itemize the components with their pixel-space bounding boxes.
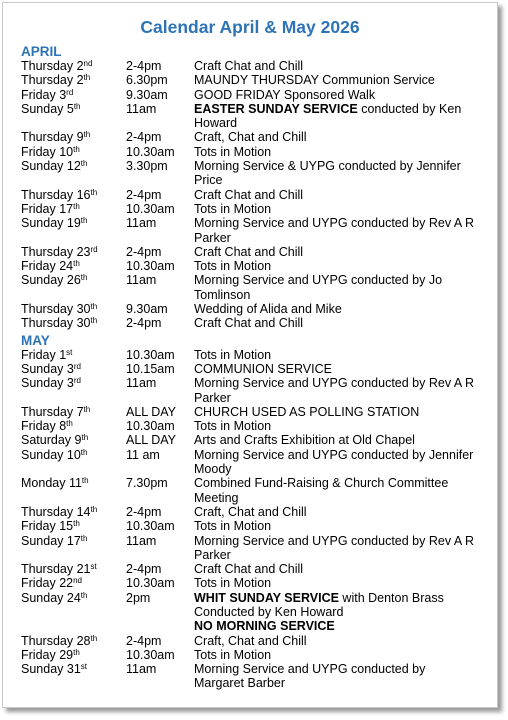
- event-time: 2-4pm: [126, 633, 162, 648]
- event-row: [21, 519, 497, 533]
- event-day-text: Sunday 10: [21, 447, 81, 462]
- event-text: Craft, Chat and Chill: [194, 504, 307, 519]
- event-description: [194, 405, 476, 419]
- event-highlight: EASTER SUNDAY SERVICE: [194, 101, 358, 116]
- event-day-text: Sunday 5: [21, 101, 74, 116]
- event-row: [21, 476, 497, 505]
- event-day: [21, 619, 126, 633]
- event-text: Morning Service and UYPG conducted by Rev A R Parker: [194, 216, 475, 245]
- event-day-text: Thursday 28: [21, 633, 91, 648]
- event-day-text: Sunday 3: [21, 361, 74, 376]
- event-row: [21, 188, 497, 202]
- day-ordinal: st: [80, 662, 88, 672]
- page-title: Calendar April & May 2026: [140, 17, 360, 37]
- event-row: [21, 302, 497, 316]
- day-ordinal: th: [90, 302, 98, 312]
- event-row: [21, 316, 497, 330]
- event-text: Wedding of Alida and Mike: [194, 302, 342, 317]
- event-time: 11 am: [126, 447, 160, 462]
- event-text: with Denton Brass Conducted by Ken Howard: [194, 590, 444, 619]
- event-day: [21, 348, 126, 362]
- event-row: [21, 562, 497, 576]
- event-day-text: Sunday 26: [21, 273, 81, 288]
- event-description: [194, 73, 476, 87]
- event-description: [194, 88, 476, 102]
- event-row: [21, 448, 497, 477]
- event-row: [21, 202, 497, 216]
- event-time: 11am: [126, 101, 157, 116]
- event-row: [21, 88, 497, 102]
- event-description: [194, 419, 476, 433]
- event-text: Tots in Motion: [194, 519, 272, 534]
- event-day-text: Sunday 31: [21, 662, 81, 677]
- event-text: Tots in Motion: [194, 576, 272, 591]
- event-day-text: Friday 17: [21, 201, 74, 216]
- event-day-text: Sunday 24: [21, 590, 81, 605]
- event-day: [21, 216, 126, 245]
- event-row: [21, 130, 497, 144]
- event-list: [21, 348, 497, 691]
- event-time: 10.30am: [126, 144, 175, 159]
- event-text: Craft Chat and Chill: [194, 244, 304, 259]
- event-description: [194, 145, 476, 159]
- day-ordinal: th: [81, 433, 89, 443]
- event-day: [21, 88, 126, 102]
- event-description: [194, 534, 476, 563]
- day-ordinal: st: [66, 347, 73, 357]
- event-row: [21, 348, 497, 362]
- event-time: 2-4pm: [126, 316, 162, 331]
- event-row: [21, 216, 497, 245]
- event-time: 6.30pm: [126, 73, 168, 88]
- event-row: [21, 102, 497, 131]
- day-ordinal: th: [73, 259, 80, 269]
- event-row: [21, 362, 497, 376]
- event-text: Craft Chat and Chill: [194, 187, 304, 202]
- event-text: Morning Service & UYPG conducted by Jennifer Price: [194, 159, 461, 188]
- event-description: [194, 130, 476, 144]
- day-ordinal: th: [73, 201, 80, 211]
- event-day: [21, 476, 126, 505]
- event-day-text: Friday 15: [21, 519, 74, 534]
- event-day: [21, 130, 126, 144]
- event-day: [21, 534, 126, 563]
- event-row: [21, 73, 497, 87]
- event-day: [21, 273, 126, 302]
- event-description: [194, 505, 476, 519]
- event-row: [21, 576, 497, 590]
- event-day-text: Thursday 21: [21, 562, 91, 577]
- day-ordinal: th: [73, 647, 80, 657]
- event-time: 2-4pm: [126, 59, 162, 73]
- event-description: [194, 562, 476, 576]
- event-row: [21, 245, 497, 259]
- event-row: [21, 273, 497, 302]
- event-day: [21, 188, 126, 202]
- event-time: ALL DAY: [126, 404, 177, 419]
- day-ordinal: rd: [90, 244, 98, 254]
- day-ordinal: th: [80, 533, 88, 543]
- event-day-text: Friday 24: [21, 259, 74, 274]
- event-time: 9.30am: [126, 87, 168, 102]
- event-text: Morning Service and UYPG conducted by Rev A R Parker: [194, 533, 475, 562]
- event-day-text: Sunday 3: [21, 376, 74, 391]
- day-ordinal: th: [80, 590, 88, 600]
- event-day-text: Sunday 17: [21, 533, 81, 548]
- event-day: [21, 505, 126, 519]
- event-day: [21, 202, 126, 216]
- event-row: [21, 259, 497, 273]
- event-row: [21, 376, 497, 405]
- event-time: 9.30am: [126, 302, 168, 317]
- event-day-text: Thursday 9: [21, 130, 84, 145]
- day-ordinal: th: [90, 316, 98, 326]
- event-text: Morning Service and UYPG conducted by Jennifer Moody: [194, 447, 474, 477]
- event-day-text: Thursday 16: [21, 187, 91, 202]
- event-row: [21, 145, 497, 159]
- event-time: 10.15am: [126, 361, 175, 376]
- event-day: [21, 634, 126, 648]
- event-time: 10.30am: [126, 259, 175, 274]
- event-day: [21, 562, 126, 576]
- event-row: [21, 534, 497, 563]
- event-time: 11am: [126, 533, 157, 548]
- event-text: Craft Chat and Chill: [194, 59, 304, 73]
- event-row: [21, 505, 497, 519]
- day-ordinal: th: [80, 273, 88, 283]
- event-description: [194, 433, 476, 447]
- event-description: [194, 634, 476, 648]
- event-description: [194, 576, 476, 590]
- event-day-text: Thursday 14: [21, 504, 91, 519]
- event-day-text: Friday 3: [21, 87, 67, 102]
- event-text: conducted by Ken Howard: [194, 101, 462, 131]
- event-text: Tots in Motion: [194, 347, 272, 362]
- day-ordinal: th: [73, 144, 80, 154]
- event-text: Arts and Crafts Exhibition at Old Chapel: [194, 433, 415, 448]
- event-text: Craft, Chat and Chill: [194, 633, 307, 648]
- event-day-text: Thursday 2: [21, 73, 84, 88]
- event-text: Tots in Motion: [194, 647, 272, 662]
- event-description: [194, 159, 476, 188]
- event-description: [194, 619, 476, 633]
- event-time: 10.30am: [126, 576, 175, 591]
- event-row: [21, 159, 497, 188]
- event-highlight: NO MORNING SERVICE: [194, 619, 335, 634]
- event-description: [194, 376, 476, 405]
- day-ordinal: nd: [83, 59, 93, 68]
- day-ordinal: th: [83, 404, 91, 414]
- event-highlight: WHIT SUNDAY SERVICE: [194, 590, 339, 605]
- day-ordinal: th: [83, 73, 91, 83]
- event-row: [21, 619, 497, 633]
- event-description: [194, 448, 476, 477]
- event-day: [21, 159, 126, 188]
- event-description: [194, 273, 476, 302]
- day-ordinal: th: [90, 633, 98, 643]
- event-list: [21, 59, 497, 331]
- day-ordinal: th: [80, 216, 88, 226]
- event-time: 7.30pm: [126, 476, 168, 491]
- event-time: ALL DAY: [126, 433, 177, 448]
- event-day-text: Monday 11: [21, 476, 82, 491]
- event-description: [194, 259, 476, 273]
- event-day-text: Friday 8: [21, 419, 67, 434]
- event-time: 2-4pm: [126, 130, 162, 145]
- event-time: 10.30am: [126, 519, 175, 534]
- event-time: 11am: [126, 662, 157, 677]
- event-text: Craft, Chat and Chill: [194, 130, 307, 145]
- event-description: [194, 519, 476, 533]
- event-description: [194, 476, 476, 505]
- event-day-text: Friday 29: [21, 647, 74, 662]
- event-description: [194, 591, 476, 620]
- event-day: [21, 362, 126, 376]
- event-day: [21, 405, 126, 419]
- event-description: [194, 302, 476, 316]
- event-text: MAUNDY THURSDAY Communion Service: [194, 73, 435, 88]
- event-description: [194, 362, 476, 376]
- event-row: [21, 433, 497, 447]
- event-day-text: Thursday 7: [21, 404, 84, 419]
- day-ordinal: rd: [66, 87, 74, 97]
- day-ordinal: th: [73, 519, 80, 529]
- day-ordinal: th: [90, 187, 98, 197]
- event-time: 11am: [126, 273, 157, 288]
- event-description: [194, 662, 476, 691]
- event-text: GOOD FRIDAY Sponsored Walk: [194, 87, 376, 102]
- event-day: [21, 433, 126, 447]
- event-day: [21, 245, 126, 259]
- event-text: Tots in Motion: [194, 201, 272, 216]
- section-heading-may: MAY: [21, 332, 50, 348]
- event-row: [21, 405, 497, 419]
- event-time: 10.30am: [126, 647, 175, 662]
- event-time: 2-4pm: [126, 187, 162, 202]
- event-row: [21, 59, 497, 73]
- event-day-text: Friday 22: [21, 576, 74, 591]
- event-day: [21, 316, 126, 330]
- event-description: [194, 102, 476, 131]
- event-text: Morning Service and UYPG conducted by Jo Tomlinson: [194, 273, 443, 302]
- event-text: Tots in Motion: [194, 419, 272, 434]
- event-time: 2-4pm: [126, 244, 162, 259]
- event-description: [194, 348, 476, 362]
- event-time: 11am: [126, 216, 157, 231]
- event-day: [21, 662, 126, 691]
- event-text: Tots in Motion: [194, 144, 272, 159]
- event-day-text: Sunday 19: [21, 216, 81, 231]
- day-ordinal: th: [90, 504, 98, 514]
- event-day-text: Thursday 23: [21, 244, 91, 259]
- event-row: [21, 591, 497, 620]
- event-day: [21, 419, 126, 433]
- event-day: [21, 591, 126, 620]
- event-text: Tots in Motion: [194, 259, 272, 274]
- event-text: Craft Chat and Chill: [194, 562, 304, 577]
- event-day: [21, 302, 126, 316]
- event-day: [21, 576, 126, 590]
- day-ordinal: rd: [73, 361, 81, 371]
- event-row: [21, 419, 497, 433]
- day-ordinal: th: [66, 419, 73, 429]
- event-time: 2-4pm: [126, 562, 162, 577]
- event-day-text: Thursday 2: [21, 59, 84, 73]
- event-day-text: Friday 10: [21, 144, 74, 159]
- event-description: [194, 216, 476, 245]
- day-ordinal: th: [81, 476, 89, 486]
- event-text: Morning Service and UYPG conducted by Rev A R Parker: [194, 376, 475, 405]
- event-row: [21, 634, 497, 648]
- event-day: [21, 519, 126, 533]
- event-time: 10.30am: [126, 347, 175, 362]
- event-description: [194, 59, 476, 73]
- event-row: [21, 662, 497, 691]
- day-ordinal: th: [80, 447, 88, 457]
- event-text: Morning Service and UYPG conducted by Margaret Barber: [194, 662, 426, 691]
- event-description: [194, 316, 476, 330]
- event-day: [21, 59, 126, 73]
- event-time: 10.30am: [126, 419, 175, 434]
- event-row: [21, 648, 497, 662]
- event-day: [21, 648, 126, 662]
- calendar-page: [2, 2, 498, 708]
- event-day: [21, 145, 126, 159]
- day-ordinal: rd: [73, 376, 81, 386]
- event-day: [21, 448, 126, 477]
- event-day-text: Thursday 30: [21, 302, 91, 317]
- event-time: 10.30am: [126, 201, 175, 216]
- section-heading-april: APRIL: [21, 44, 62, 59]
- event-description: [194, 245, 476, 259]
- event-day-text: Saturday 9: [21, 433, 82, 448]
- event-time: 11am: [126, 376, 157, 391]
- event-text: COMMUNION SERVICE: [194, 361, 332, 376]
- event-day: [21, 73, 126, 87]
- day-ordinal: nd: [73, 576, 83, 586]
- event-time: 2-4pm: [126, 504, 162, 519]
- event-day: [21, 376, 126, 405]
- event-description: [194, 188, 476, 202]
- event-time: 3.30pm: [126, 159, 168, 174]
- event-text: CHURCH USED AS POLLING STATION: [194, 404, 420, 419]
- day-ordinal: th: [80, 159, 88, 169]
- event-day-text: Sunday 12: [21, 159, 81, 174]
- event-day-text: Thursday 30: [21, 316, 91, 331]
- day-ordinal: th: [73, 101, 81, 111]
- event-description: [194, 648, 476, 662]
- calendar-sections: [3, 44, 497, 691]
- event-time: 2pm: [126, 590, 151, 605]
- day-ordinal: st: [90, 562, 97, 572]
- event-day: [21, 102, 126, 131]
- event-description: [194, 202, 476, 216]
- event-text: Combined Fund-Raising & Church Committee Meeting: [194, 476, 449, 505]
- event-day-text: Friday 1: [21, 347, 67, 362]
- event-time: [126, 619, 194, 633]
- day-ordinal: th: [83, 130, 91, 140]
- event-text: Craft Chat and Chill: [194, 316, 304, 331]
- event-day: [21, 259, 126, 273]
